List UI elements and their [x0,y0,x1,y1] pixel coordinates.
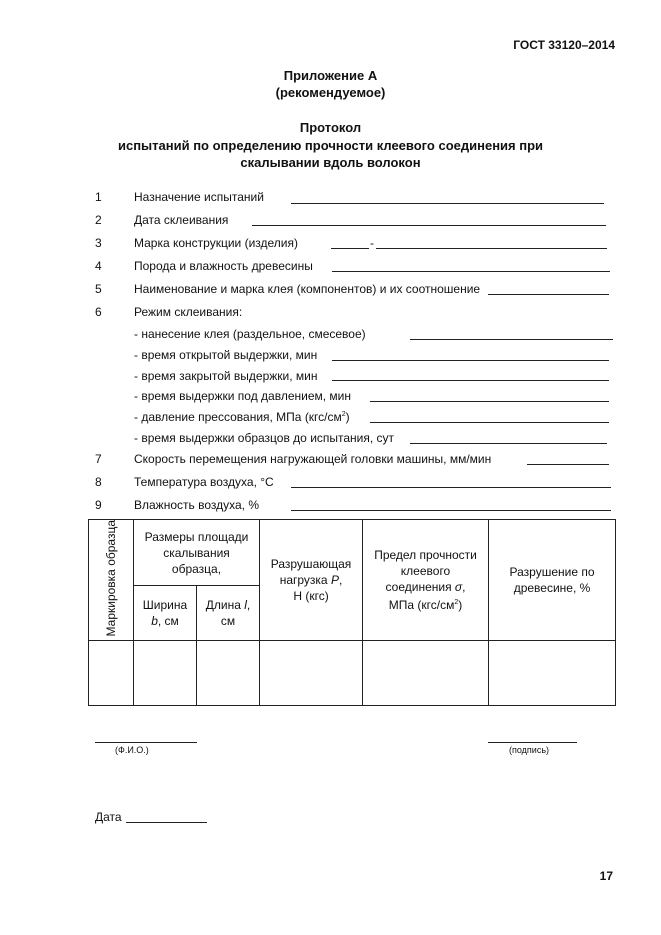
strength-var: σ [454,580,463,595]
superscript: 2 [341,411,346,418]
closing-paren: ) [345,410,350,424]
item-label: Марка конструкции (изделия) [134,236,298,250]
width-var: b [151,614,158,629]
load-text: нагрузка [279,573,328,588]
item-number: 8 [95,475,102,489]
table-cell[interactable] [363,641,489,706]
item-label: Дата склеивания [134,213,229,227]
closing-paren: ) [458,598,463,613]
header-width [134,586,197,641]
fill-line[interactable] [332,271,610,272]
fill-line[interactable] [331,248,369,249]
sub-item-label: - время открытой выдержки, мин [134,348,318,362]
fill-line[interactable] [527,464,609,465]
marking-label: Маркировка образца [103,520,118,637]
strength-unit: МПа (кгс/см [388,598,455,613]
sub-item-label: - давление прессования, МПа (кгс/см [134,410,342,424]
item-number: 7 [95,452,102,466]
header-marking [89,520,134,641]
length-var: l [244,598,247,613]
fill-line[interactable] [291,510,611,511]
page-number: 17 [599,869,613,883]
sign-signature-line[interactable] [488,742,577,743]
fill-line[interactable] [291,203,604,204]
fill-line[interactable] [376,248,607,249]
length-line: Длина l, [205,598,251,613]
header-strength [363,520,489,641]
date-line[interactable] [126,822,207,823]
fill-line[interactable] [332,360,609,361]
fill-line[interactable] [488,294,609,295]
item-label: Порода и влажность древесины [134,259,313,273]
item-label: Назначение испытаний [134,190,264,204]
fill-line[interactable] [332,380,609,381]
strength-line [366,595,485,613]
fill-line[interactable] [370,401,609,402]
strength-line: Предел прочности [374,548,477,563]
name-caption: (Ф.И.О.) [115,745,149,755]
fill-line[interactable] [291,487,611,488]
standard-code: ГОСТ 33120–2014 [513,38,615,52]
header-wood-failure [489,520,616,641]
item-number: 3 [95,236,102,250]
header-load [260,520,363,641]
sub-item-label: - нанесение клея (раздельное, смесевое) [134,327,366,341]
width-unit: , см [157,614,179,629]
fill-line[interactable] [410,339,613,340]
header-dimensions [134,520,260,586]
wood-line: Разрушение по [509,565,595,580]
sign-caption: (подпись) [509,745,550,755]
wood-line: древесине, % [513,581,591,596]
length-line: см [220,614,236,629]
sub-item-label: - время закрытой выдержки, мин [134,369,318,383]
item-number: 4 [95,259,102,273]
item-label: Режим склеивания: [134,305,243,319]
dims-line: скалывания [163,545,230,560]
item-number: 6 [95,305,102,319]
protocol-title: Протокол [299,120,362,135]
dims-line: образца, [171,561,222,576]
appendix-title: Приложение А [283,68,378,83]
item-number: 5 [95,282,102,296]
table-cell[interactable] [260,641,363,706]
strength-line: клеевого [400,564,451,579]
load-var: P [330,573,339,588]
results-table [88,519,616,706]
strength-line: соединения σ, [385,580,466,595]
dash-separator: - [370,236,374,250]
dims-line: Размеры площади [144,529,249,544]
load-line: Разрушающая [270,557,352,572]
length-text: Длина [205,598,241,613]
sub-item-label: - время выдержки образцов до испытания, сут [134,431,395,445]
item-number: 1 [95,190,102,204]
date-label: Дата [95,810,122,824]
name-signature-line[interactable] [95,742,197,743]
sub-item-label: - время выдержки под давлением, мин [134,389,351,403]
superscript: 2 [454,599,459,607]
sub-item-label-pressure [134,410,350,424]
table-cell[interactable] [89,641,134,706]
load-line: Н (кгс) [293,589,329,604]
item-label: Наименование и марка клея (компонентов) и их соотношение [134,282,481,296]
fill-line[interactable] [252,225,606,226]
fill-line[interactable] [370,422,609,423]
protocol-subtitle-line1: испытаний по определению прочности клеевого соединения при [117,138,544,153]
width-line [137,613,193,629]
item-number: 9 [95,498,102,512]
item-label: Влажность воздуха, % [134,498,259,512]
protocol-subtitle-line2: скалывании вдоль волокон [240,155,421,170]
item-number: 2 [95,213,102,227]
width-line: Ширина [142,598,188,613]
load-line: нагрузка P, [279,573,343,588]
table-cell[interactable] [489,641,616,706]
header-length [197,586,260,641]
table-cell[interactable] [197,641,260,706]
item-label: Температура воздуха, °С [134,475,274,489]
fill-line[interactable] [410,443,607,444]
item-label: Скорость перемещения нагружающей головки машины, мм/мин [134,452,492,466]
appendix-subtitle: (рекомендуемое) [275,85,386,100]
table-cell[interactable] [134,641,197,706]
strength-text: соединения [385,580,452,595]
